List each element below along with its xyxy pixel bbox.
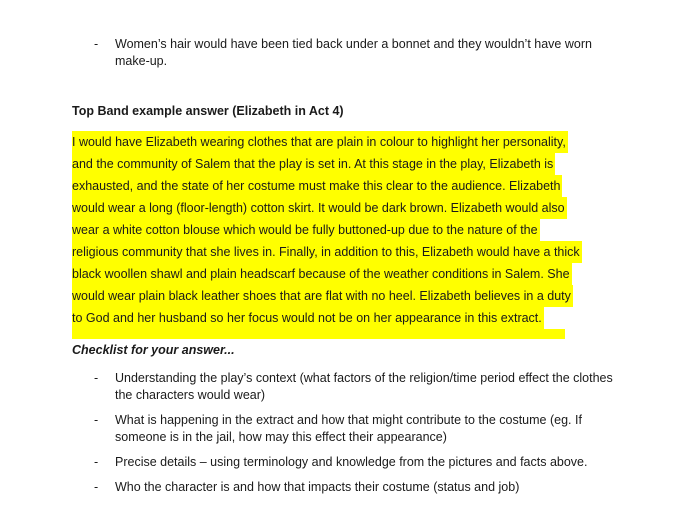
highlighted-line: would wear plain black leather shoes that are flat with no heel. Elizabeth believes in a duty <box>72 285 573 307</box>
highlight-paragraph-end <box>72 329 565 339</box>
highlighted-line: wear a white cotton blouse which would be fully buttoned-up due to the nature of the <box>72 219 540 241</box>
bullet-dash: - <box>94 371 99 385</box>
highlighted-line: I would have Elizabeth wearing clothes that are plain in colour to highlight her personality, <box>72 131 568 153</box>
bullet-text-line: someone is in the jail, how may this effect their appearance) <box>115 430 447 444</box>
checklist-heading: Checklist for your answer... <box>72 343 235 357</box>
bullet-dash: - <box>94 413 99 427</box>
highlighted-line: exhausted, and the state of her costume must make this clear to the audience. Elizabeth <box>72 175 562 197</box>
bullet-dash: - <box>94 455 99 469</box>
highlighted-line: and the community of Salem that the play is set in. At this stage in the play, Elizabeth is <box>72 153 555 175</box>
highlighted-line: religious community that she lives in. Finally, in addition to this, Elizabeth would have a thick <box>72 241 582 263</box>
bullet-text-line: Women’s hair would have been tied back under a bonnet and they wouldn’t have worn <box>115 37 592 51</box>
bullet-dash: - <box>94 480 99 494</box>
bullet-text-line: make-up. <box>115 54 168 68</box>
bullet-text-line: What is happening in the extract and how that might contribute to the costume (eg. If <box>115 413 582 427</box>
bullet-text-line: Who the character is and how that impacts their costume (status and job) <box>115 480 520 494</box>
bullet-text-line: the characters would wear) <box>115 388 266 402</box>
example-answer-heading: Top Band example answer (Elizabeth in Act 4) <box>72 104 344 118</box>
highlighted-line: to God and her husband so her focus would not be on her appearance in this extract. <box>72 307 544 329</box>
bullet-dash: - <box>94 37 99 51</box>
highlighted-line: black woollen shawl and plain headscarf because of the weather conditions in Salem. She <box>72 263 572 285</box>
bullet-text-line: Understanding the play’s context (what factors of the religion/time period effect the clothes <box>115 371 613 385</box>
highlighted-line: would wear a long (floor-length) cotton skirt. It would be dark brown. Elizabeth would also <box>72 197 567 219</box>
bullet-text-line: Precise details – using terminology and knowledge from the pictures and facts above. <box>115 455 588 469</box>
